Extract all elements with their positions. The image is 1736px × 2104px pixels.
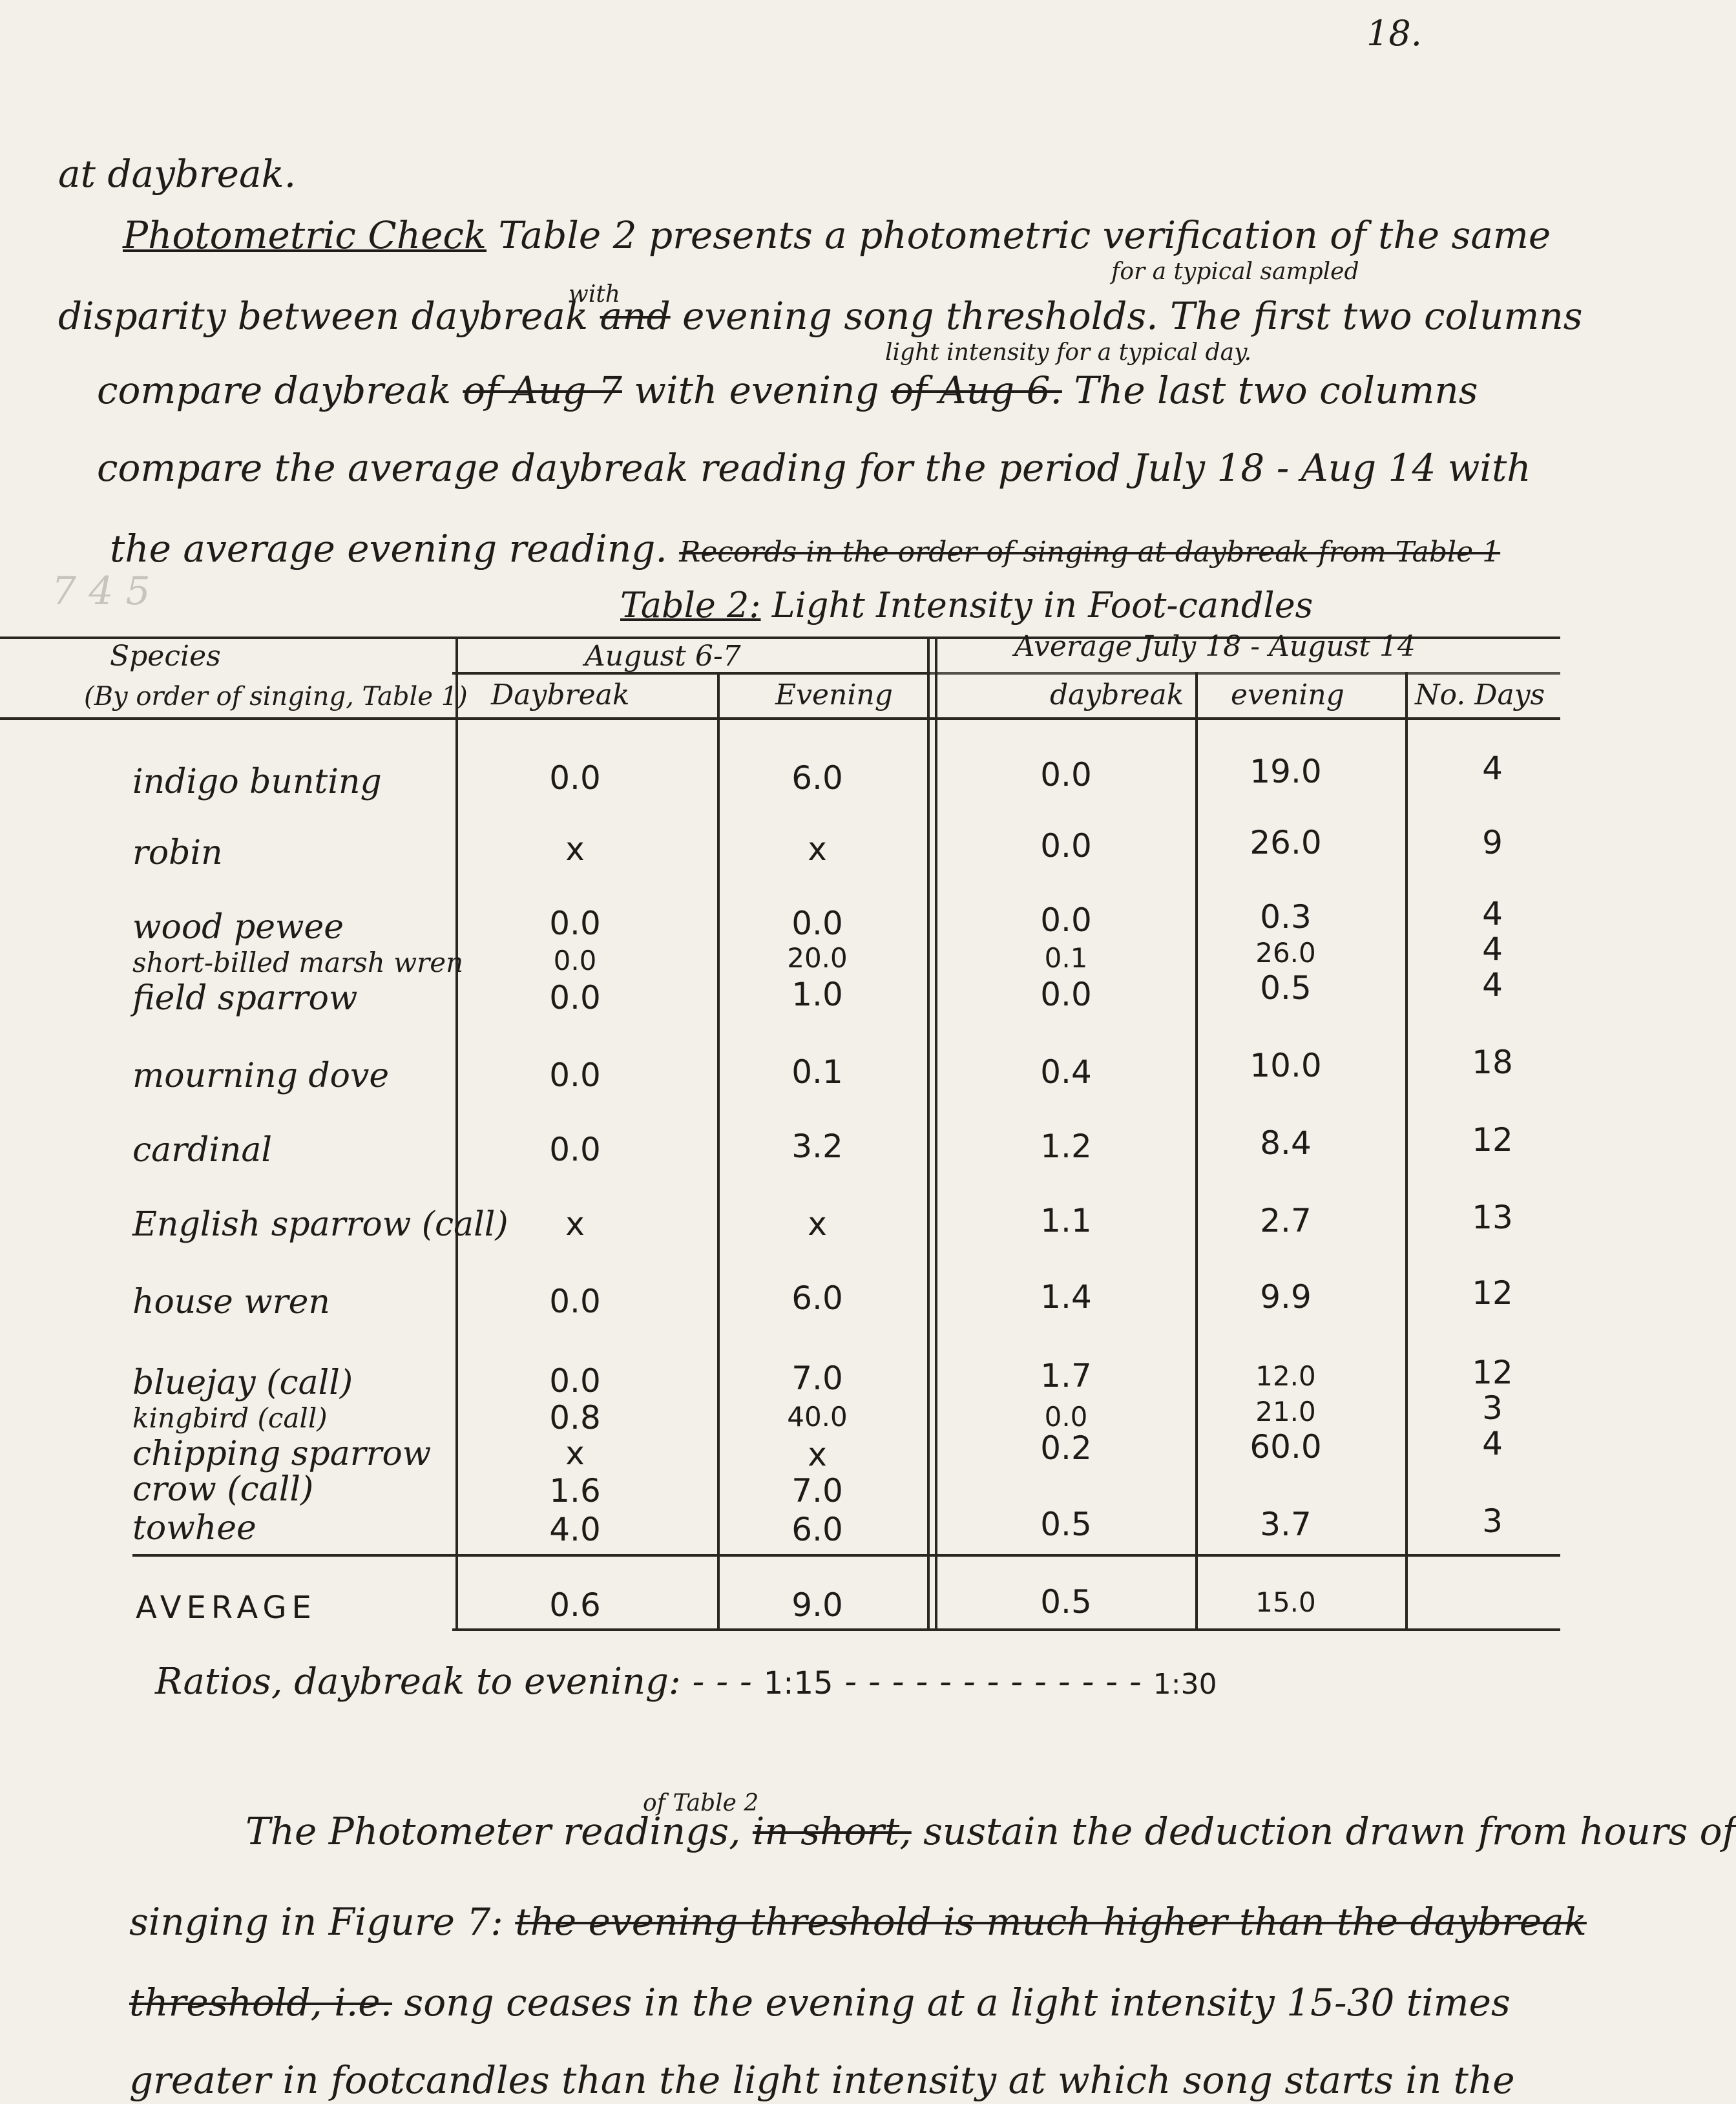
header-group-august: August 6-7 (585, 640, 741, 673)
header-evening-1: Evening (775, 679, 893, 711)
average-label: AVERAGE (136, 1590, 317, 1626)
document-page: 18. at daybreak. Photometric Check Table 2 presents a photometric verification of the same for a typical sampled with disparity between daybreak and evening song thresholds. The first two columns light intensity for a typical day. compare daybreak of Aug 7 with evening of Aug 6. The last two columns compare the average daybreak reading for the period July 18 - Aug 14 with the average evening reading. Records in the order of singing at daybreak from Table 1 7 4 5 Table 2: Light Intensity in Foot-candles Species (By order of singing, Table 1) August 6-7 Average July 18 - August 14 Daybreak Evening daybreak evening No. Days indigo bunting 0.0 6.0 0.0 19.0 4 robin x x 0.0 26.0 9 wood pewee 0.0 0.0 0.0 0.3 4 short-billed marsh wren 0.0 20.0 0.1 26.0 4 field sparrow 0.0 1.0 0.0 0.5 4 mourning dove 0.0 0.1 0.4 10.0 18 cardinal 0.0 3.2 1.2 8.4 12 English sparrow (call) x x 1.1 2.7 13 house wren 0.0 6.0 1.4 9.9 12 bluejay (call) 0.0 7.0 1.7 12.0 12 kingbird (call) 0.8 40.0 0.0 21.0 3 chipping sparrow x x 0.2 60.0 4 crow (call) 1.6 7.0 towhee 4.0 6.0 0.5 3.7 3 AVERAGE 0.6 9.0 0.5 15.0 Ratios, daybreak to evening: - - - 1:15 - - - - - - - - - - - - - 1:30 of Table 2 The Photometer readings, in short, sustain the deduction drawn from hours of singing in Figure 7: the evening threshold is much higher than the daybreak threshold, i.e. song ceases in the evening at a light intensity 15-30 times greater in footcandles than the light intensity at which song starts in the (0, 0, 1633, 2104)
average-evening-1: 9.0 (791, 1586, 843, 1624)
table-rule-group2 (930, 672, 1560, 675)
average-daybreak-2: 0.5 (1040, 1583, 1092, 1621)
table-col-rule-4 (1195, 672, 1198, 1628)
table-col-rule-3 (927, 636, 930, 1628)
table-rule-total (132, 1554, 1560, 1557)
text-line-4: compare the average daybreak reading for the period July 18 - Aug 14 with (97, 446, 1531, 490)
insertion-of-table-2: of Table 2 (643, 1790, 759, 1816)
table-col-rule-3b (935, 636, 937, 1628)
table-rule-header (0, 717, 1560, 720)
insertion-light-intensity: light intensity for a typical day. (885, 339, 1252, 366)
table-col-rule-2 (717, 672, 720, 1628)
average-evening-2: 15.0 (1255, 1586, 1316, 1618)
para-line-1: The Photometer readings, in short, sustain the deduction drawn from hours of (246, 1809, 1736, 1853)
header-species-note: (By order of singing, Table 1) (84, 682, 468, 711)
text-line-3: compare daybreak of Aug 7 with evening of Aug 6. The last two columns (97, 368, 1478, 412)
insertion-with: with (569, 281, 620, 308)
text-line-daybreak: at daybreak. (58, 152, 297, 196)
header-daybreak-1: Daybreak (491, 679, 630, 711)
average-daybreak-1: 0.6 (549, 1586, 601, 1624)
ratio-line: Ratios, daybreak to evening: - - - 1:15 - - - - - - - - - - - - - 1:30 (155, 1661, 1217, 1703)
text-line-2: disparity between daybreak and evening song thresholds. The first two columns (58, 294, 1583, 338)
text-line-5: the average evening reading. Records in the order of singing at daybreak from Table 1 (110, 527, 1501, 571)
table-col-rule-5 (1405, 672, 1408, 1628)
table-col-rule-1 (455, 636, 458, 1628)
insertion-from-typical: for a typical sampled (1111, 258, 1359, 285)
text-line-1: Photometric Check Table 2 presents a photometric verification of the same (123, 213, 1551, 257)
header-daybreak-2: daybreak (1050, 679, 1184, 711)
section-heading: Photometric Check (123, 213, 487, 257)
para-line-2: singing in Figure 7: the evening threshold is much higher than the daybreak (129, 1900, 1587, 1944)
page-number: 18. (1366, 13, 1422, 54)
table-title: Table 2: Light Intensity in Foot-candles (620, 585, 1313, 626)
faint-margin-mark: 7 4 5 (52, 569, 151, 614)
para-line-3: threshold, i.e. song ceases in the evening at a light intensity 15-30 times (129, 1981, 1511, 2025)
header-group-average: Average July 18 - August 14 (1014, 630, 1416, 663)
header-species: Species (110, 640, 221, 673)
table-rule-bottom (452, 1628, 1560, 1631)
para-line-4: greater in footcandles than the light intensity at which song starts in the (129, 2058, 1515, 2102)
header-no-days: No. Days (1415, 679, 1545, 711)
header-evening-2: evening (1231, 679, 1344, 711)
